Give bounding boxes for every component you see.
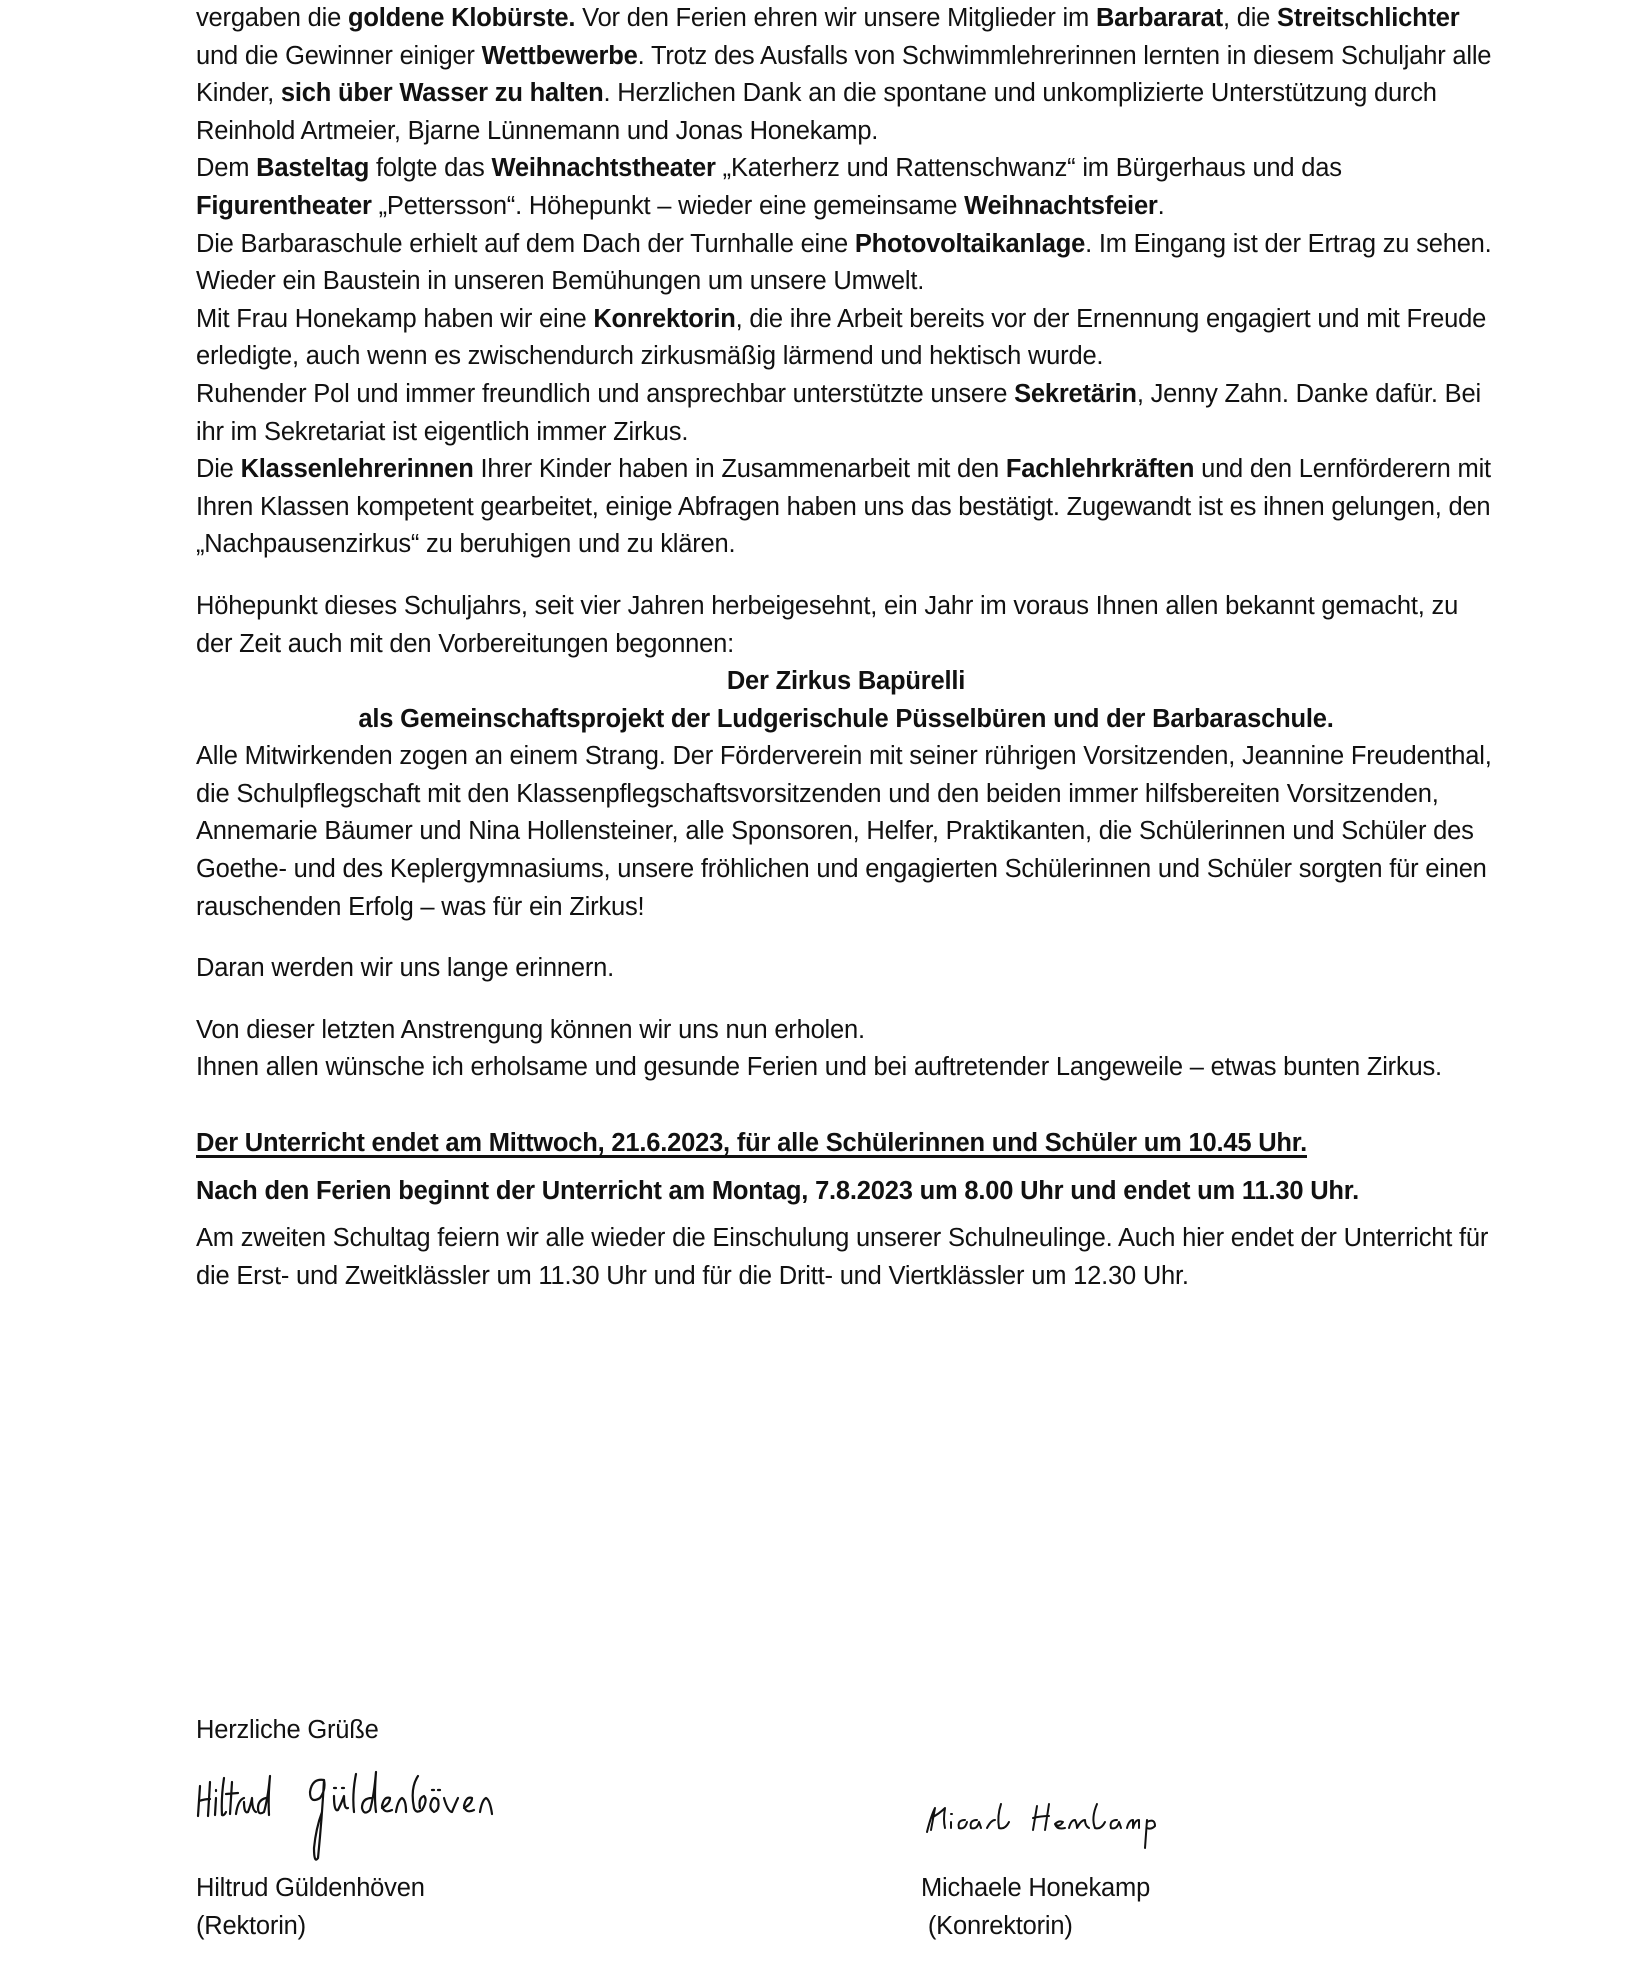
paragraph-text: . Trotz des Ausfalls von Schwimmlehrerinnen lernten in diesem Schuljahr alle Kinder,: [196, 41, 1492, 108]
paragraph-text: , die: [1222, 4, 1278, 32]
signatory-right-name: Michaele Honekamp: [921, 1874, 1151, 1902]
body-paragraph: [196, 451, 1496, 564]
handwritten-signature-honekamp: [921, 1768, 1341, 1868]
emphasis-text: sich über Wasser zu halten: [280, 79, 604, 108]
paragraph-text: . Herzlichen Dank an die spontane und unkomplizierte Unterstützung durch Reinhold Artmeier, Bjarne Lünnemann und Jonas Honekamp.: [196, 79, 1437, 145]
closing-line-1: Von dieser letzten Anstrengung können wir uns nun erholen.: [196, 1015, 865, 1044]
closing-line-2: Ihnen allen wünsche ich erholsame und gesunde Ferien und bei auftretender Langeweile – etwas bunten Zirkus.: [196, 1053, 1442, 1082]
paragraph-text: „Pettersson“. Höhepunkt – wieder eine gemeinsame: [371, 191, 965, 220]
highlight-subtitle: als Gemeinschaftsprojekt der Ludgerischule Püsselbüren und der Barbaraschule.: [358, 704, 1334, 733]
paragraph-text: , Jenny Zahn. Danke dafür. Bei ihr im Sekretariat ist eigentlich immer Zirkus.: [196, 379, 1481, 446]
paragraph-text: und die Gewinner einiger: [196, 41, 482, 70]
paragraph-text: Die: [196, 455, 241, 484]
emphasis-text: Sekretärin: [1014, 379, 1137, 408]
emphasis-text: goldene Klobürste.: [347, 4, 576, 32]
signature-right: [921, 1768, 1341, 1940]
signature-block: [196, 1700, 1496, 1981]
paragraph-text: Dem: [196, 154, 257, 183]
emphasis-text: Figurentheater: [196, 191, 372, 220]
paragraph-text: vergaben die: [196, 4, 348, 32]
paragraph-text: , die ihre Arbeit bereits vor der Ernennung engagiert und mit Freude erledigte, auch wenn es zwischendurch zirkusmäßig lärmend und hektisch wurde.: [196, 304, 1487, 371]
paragraph-text: .: [1157, 191, 1165, 220]
body-paragraph: [196, 226, 1496, 301]
highlight-intro: Höhepunkt dieses Schuljahrs, seit vier Jahren herbeigesehnt, ein Jahr im voraus Ihnen allen bekannt gemacht, zu der Zeit auch mit den Vorbereitungen begonnen:: [196, 591, 1459, 658]
notice-school-start: Nach den Ferien beginnt der Unterricht am Montag, 7.8.2023 um 8.00 Uhr und endet um 11.30 Uhr.: [196, 1176, 1359, 1205]
letter-page: [196, 0, 1496, 1940]
emphasis-text: Barbararat: [1095, 4, 1223, 32]
paragraph-text: Ruhender Pol und immer freundlich und ansprechbar unterstützte unsere: [196, 379, 1015, 408]
emphasis-text: Konrektorin: [593, 304, 736, 333]
body-paragraph: [196, 150, 1496, 225]
body-paragraph: [196, 376, 1496, 451]
paragraph-text: und den Lernförderern mit Ihren Klassen kompetent gearbeitet, einige Abfragen haben uns das bestätigt. Zugewandt ist es ihnen gelungen, den „Nachpausenzirkus“ zu beruhigen und zu klären.: [196, 455, 1491, 559]
paragraph-text: Vor den Ferien ehren wir unsere Mitglieder im: [575, 4, 1096, 32]
highlight-title: Der Zirkus Bapürelli: [726, 667, 966, 696]
second-day-paragraph: Am zweiten Schultag feiern wir alle wieder die Einschulung unserer Schulneulinge. Auch hier endet der Unterricht für die Erst- und Zweitklässler um 11.30 Uhr und für die Dritt- und Viertklässler um 12.30 Uhr.: [196, 1224, 1489, 1290]
emphasis-text: Basteltag: [256, 154, 370, 183]
emphasis-text: Streitschlichter: [1277, 4, 1460, 32]
emphasis-text: Klassenlehrerinnen: [240, 455, 474, 484]
paragraph-text: . Im Eingang ist der Ertrag zu sehen. Wieder ein Baustein in unseren Bemühungen um unsere Umwelt.: [196, 229, 1492, 296]
signature-left: [196, 1768, 616, 1940]
thanks-paragraph: Alle Mitwirkenden zogen an einem Strang. Der Förderverein mit seiner rührigen Vorsitzenden, Jeannine Freudenthal, die Schulpflegschaft mit den Klassenpflegschaftsvorsitzenden und den beiden immer hilfsbereiten Vorsitzenden, Annemarie Bäumer und Nina Hollensteiner, alle Sponsoren, Helfer, Praktikanten, die Schülerinnen und Schüler des Goethe- und des Keplergymnasiums, unsere fröhlichen und engagierten Schülerinnen und Schüler sorgten für einen rauschenden Erfolg – was für ein Zirkus!: [196, 742, 1492, 921]
greeting: Herzliche Grüße: [196, 1716, 379, 1744]
paragraph-text: folgte das: [369, 154, 492, 183]
body-paragraph: [196, 301, 1496, 376]
notice-school-end: Der Unterricht endet am Mittwoch, 21.6.2023, für alle Schülerinnen und Schüler um 10.45 Uhr.: [196, 1129, 1307, 1158]
signatory-right-role: (Konrektorin): [921, 1912, 1073, 1940]
signatory-left-role: (Rektorin): [196, 1912, 306, 1940]
body-paragraphs: [196, 0, 1496, 564]
paragraph-text: „Katerherz und Rattenschwanz“ im Bürgerhaus und das: [715, 154, 1342, 183]
emphasis-text: Fachlehrkräften: [1005, 455, 1195, 484]
paragraph-text: Mit Frau Honekamp haben wir eine: [196, 304, 594, 333]
paragraph-text: Ihrer Kinder haben in Zusammenarbeit mit den: [473, 455, 1006, 484]
remember-line: Daran werden wir uns lange erinnern.: [196, 954, 615, 983]
emphasis-text: Wettbewerbe: [481, 41, 638, 70]
signatory-left-name: Hiltrud Güldenhöven: [196, 1874, 425, 1902]
paragraph-text: Die Barbaraschule erhielt auf dem Dach der Turnhalle eine: [196, 229, 855, 258]
emphasis-text: Photovoltaikanlage: [854, 229, 1086, 258]
body-paragraph: [196, 0, 1496, 150]
emphasis-text: Weihnachtsfeier: [964, 191, 1158, 220]
emphasis-text: Weihnachtstheater: [491, 154, 716, 183]
handwritten-signature-guldenhoven: [196, 1768, 616, 1868]
